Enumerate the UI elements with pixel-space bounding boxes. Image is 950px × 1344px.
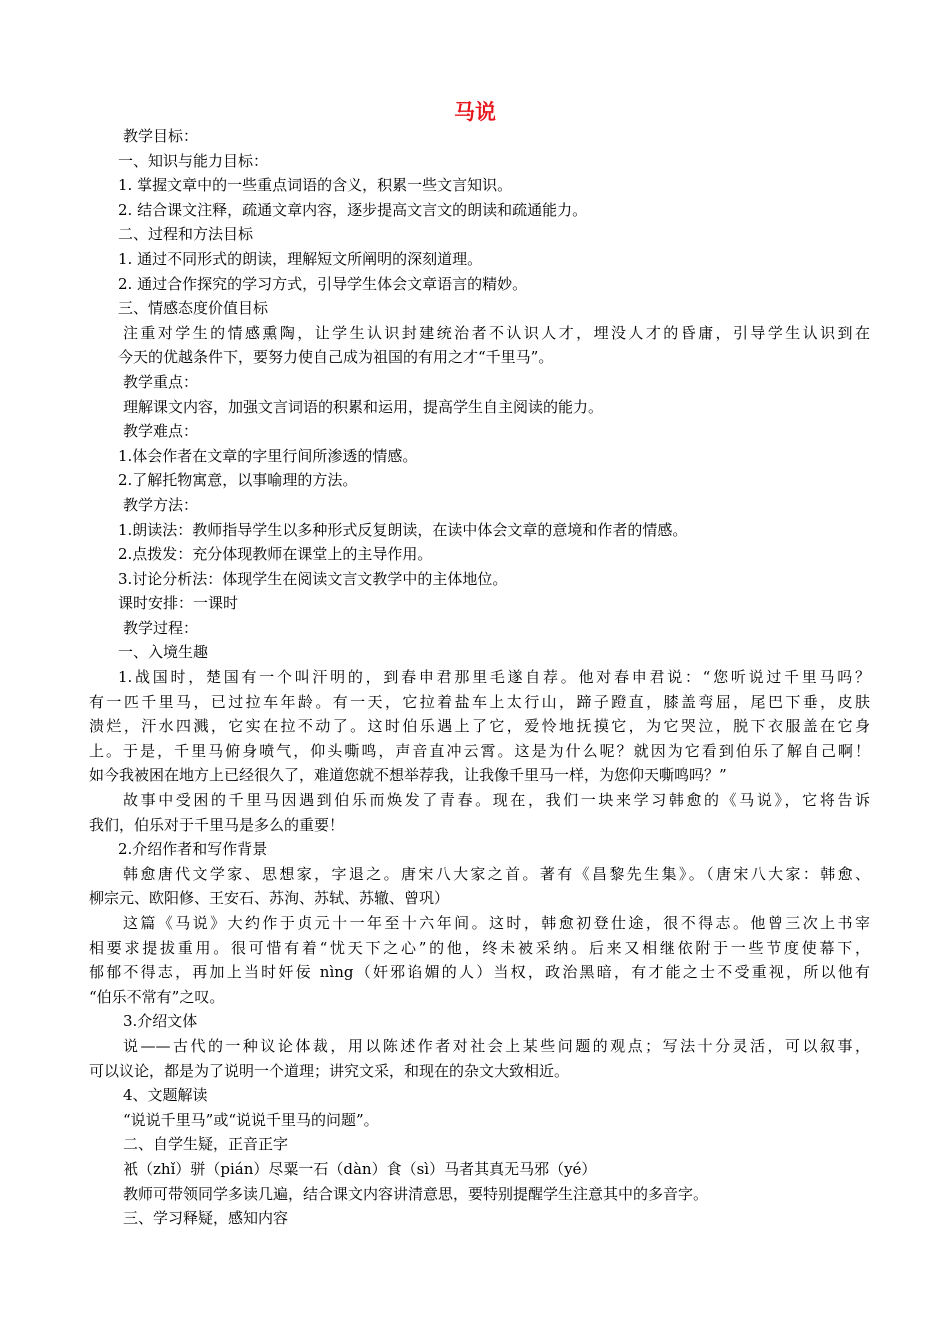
- paragraph-line: 2.点拨发：充分体现教师在课堂上的主导作用。: [118, 545, 433, 564]
- paragraph-line: 教师可带领同学多读几遍，结合课文内容讲清意思，要特别提醒学生注意其中的多音字。: [123, 1184, 709, 1203]
- document-body: [89, 124, 870, 1231]
- paragraph-line: 1.朗读法：教师指导学生以多种形式反复朗读，在读中体会文章的意境和作者的情感。: [118, 520, 688, 539]
- paragraph-line: 故事中受困的千里马因遇到伯乐而焕发了青春。现在，我们一块来学习韩愈的《马说》，它将告诉: [123, 791, 870, 810]
- paragraph-line: 2. 通过合作探究的学习方式，引导学生体会文章语言的精妙。: [118, 274, 528, 293]
- paragraph-line: “伯乐不常有”之叹。: [89, 987, 225, 1006]
- paragraph-line: 这篇《马说》大约作于贞元十一年至十六年间。这时，韩愈初登仕途，很不得志。他曾三次上书宰: [123, 914, 870, 932]
- paragraph-line: 有一匹千里马，已过拉车年龄。有一天，它拉着盐车上太行山，蹄子蹬直，膝盖弯屈，尾巴下垂，皮肤: [89, 692, 870, 711]
- paragraph-line: 溃烂，汗水四溅，它实在拉不动了。这时伯乐遇上了它，爱怜地抚摸它，为它哭泣，脱下衣服盖在它身: [89, 717, 870, 736]
- heading-section-2: 二、自学生疑，正音正字: [123, 1135, 289, 1154]
- paragraph-line: 我们，伯乐对于千里马是多么的重要！: [89, 815, 345, 834]
- heading-key-points: 教学重点：: [123, 372, 199, 391]
- paragraph-line: 如今我被困在地方上已经很久了，难道您就不想举荐我，让我像千里马一样，为您仰天嘶鸣吗？”: [89, 766, 727, 785]
- paragraph-line: 郁郁不得志，再加上当时奸佞 nìng（奸邪谄媚的人）当权，政治黑暗，有才能之士不受重视，所以他有: [89, 963, 870, 982]
- paragraph-line: 注重对学生的情感熏陶，让学生认识封建统治者不认识人才，埋没人才的昏庸，引导学生认识到在: [123, 323, 870, 342]
- paragraph-line: 1. 通过不同形式的朗读，理解短文所阐明的深刻道理。: [118, 249, 483, 268]
- paragraph-line: 1.体会作者在文章的字里行间所渗透的情感。: [118, 446, 418, 465]
- paragraph-line: 衹（zhǐ）骈（pián）尽粟一石（dàn）食（sì）马者其真无马邪（yé）: [123, 1159, 597, 1178]
- heading-emotion-values: 三、情感态度价值目标: [118, 299, 269, 318]
- heading-section-3: 三、学习释疑，感知内容: [123, 1209, 289, 1228]
- paragraph-line: 课时安排：一课时: [118, 594, 239, 613]
- paragraph-line: 理解课文内容，加强文言词语的积累和运用，提高学生自主阅读的能力。: [123, 397, 604, 416]
- heading-title-interpretation: 4、文题解读: [123, 1086, 208, 1105]
- heading-process-method: 二、过程和方法目标: [118, 225, 254, 244]
- paragraph-line: 上。于是，千里马俯身喷气，仰头嘶鸣，声音直冲云霄。这是为什么呢？就因为它看到伯乐了解自己啊！: [89, 741, 870, 760]
- heading-knowledge-ability: 一、知识与能力目标：: [118, 151, 269, 170]
- heading-teaching-process: 教学过程：: [123, 618, 199, 637]
- document-title: 马说: [454, 100, 496, 124]
- heading-difficulties: 教学难点：: [123, 422, 199, 441]
- paragraph-line: 可以议论，都是为了说明一个道理；讲究文采，和现在的杂文大致相近。: [89, 1061, 570, 1080]
- paragraph-line: 2.了解托物寓意，以事喻理的方法。: [118, 471, 358, 490]
- heading-teaching-goals: 教学目标：: [123, 127, 199, 145]
- paragraph-line: 2. 结合课文注释，疏通文章内容，逐步提高文言文的朗读和疏通能力。: [118, 200, 588, 219]
- paragraph-line: 1.战国时，楚国有一个叫汗明的，到春申君那里毛遂自荐。他对春申君说：“您听说过千里马吗？: [118, 668, 870, 687]
- paragraph-line: 今天的优越条件下，要努力使自己成为祖国的有用之才“千里马”。: [118, 348, 554, 367]
- paragraph-line: 韩愈唐代文学家、思想家，字退之。唐宋八大家之首。著有《昌黎先生集》。（唐宋八大家：韩愈、: [123, 864, 870, 883]
- paragraph-line: “说说千里马”或“说说千里马的问题”。: [123, 1110, 379, 1129]
- paragraph-line: 柳宗元、欧阳修、王安石、苏洵、苏轼、苏辙、曾巩）: [89, 889, 450, 908]
- heading-genre: 3.介绍文体: [123, 1012, 198, 1031]
- heading-author-background: 2.介绍作者和写作背景: [118, 840, 268, 859]
- paragraph-line: 相要求提拔重用。很可惜有着“忧天下之心”的他，终未被采纳。后来又相继依附于一些节度使幕下，: [89, 938, 870, 957]
- paragraph-line: 1. 掌握文章中的一些重点词语的含义，积累一些文言知识。: [118, 176, 513, 195]
- paragraph-line: 说——古代的一种议论体裁，用以陈述作者对社会上某些问题的观点；写法十分灵活，可以叙事，: [123, 1036, 870, 1055]
- heading-teaching-methods: 教学方法：: [123, 495, 199, 514]
- heading-section-1: 一、入境生趣: [118, 643, 209, 662]
- paragraph-line: 3.讨论分析法：体现学生在阅读文言文教学中的主体地位。: [118, 569, 508, 588]
